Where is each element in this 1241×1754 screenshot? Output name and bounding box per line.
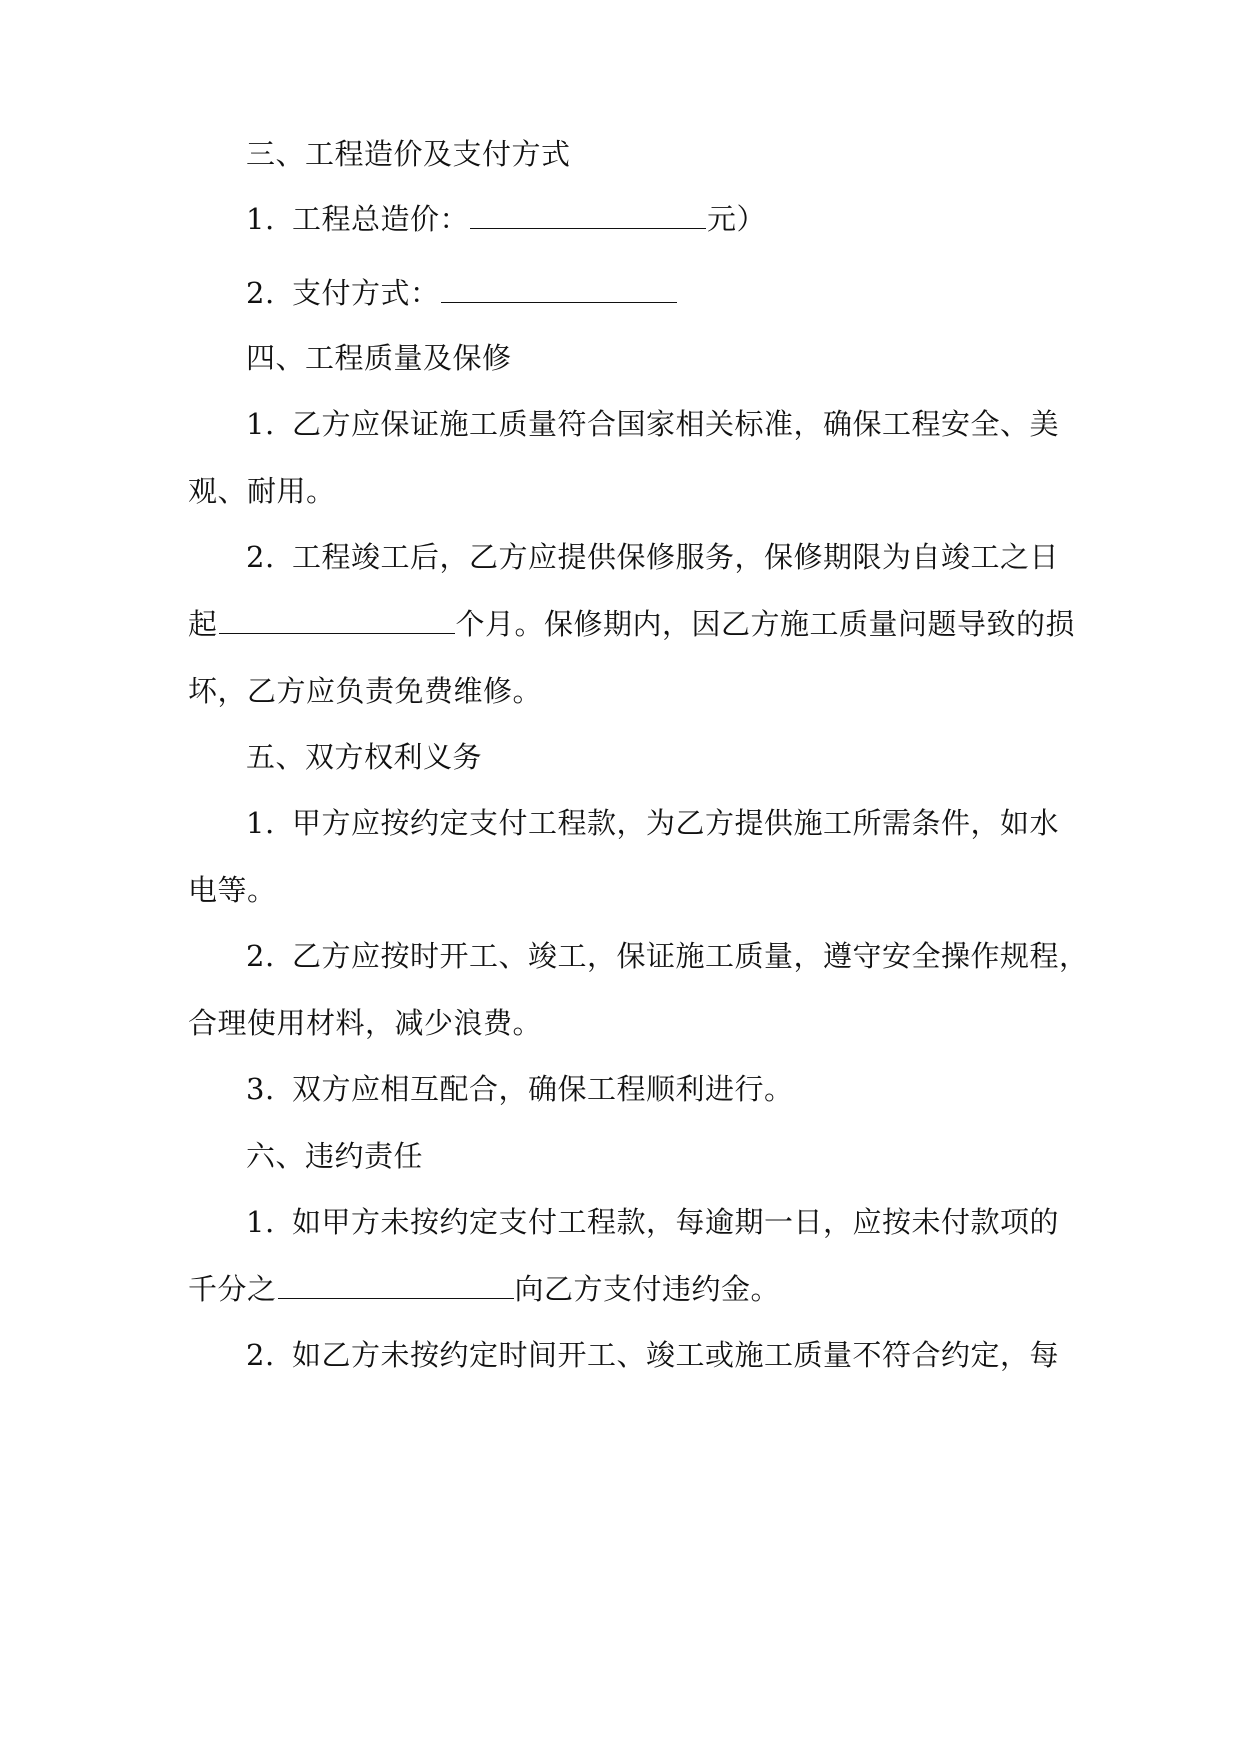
- clause-suffix: 元）: [707, 202, 767, 236]
- clause-text: 坏，乙方应负责免费维修。: [188, 674, 543, 708]
- clause-text: 双方应相互配合，确保工程顺利进行。: [292, 1072, 794, 1106]
- clause-text: 如乙方未按约定时间开工、竣工或施工质量不符合约定，每: [292, 1338, 1060, 1372]
- heading-text: 六、违约责任: [246, 1139, 424, 1173]
- clause-6-1-line-1: [0, 1202, 1241, 1242]
- clause-text: 乙方应保证施工质量符合国家相关标准，确保工程安全、美: [292, 407, 1060, 441]
- section-heading-5: [0, 737, 1241, 777]
- clause-5-3: [0, 1069, 1241, 1109]
- clause-number: 2.: [246, 939, 275, 973]
- clause-text: 乙方应按时开工、竣工，保证施工质量，遵守安全操作规程，: [292, 939, 1089, 973]
- clause-5-2-line-2: [0, 1003, 1241, 1043]
- clause-number: 1.: [246, 806, 275, 840]
- clause-6-1-line-2: [0, 1269, 1241, 1309]
- clause-text: 工程竣工后，乙方应提供保修服务，保修期限为自竣工之日: [292, 540, 1060, 574]
- clause-text: 个月。保修期内，因乙方施工质量问题导致的损: [455, 607, 1076, 641]
- clause-text: 观、耐用。: [188, 474, 336, 508]
- clause-5-1-line-2: [0, 870, 1241, 910]
- clause-prefix: 千分之: [188, 1272, 277, 1306]
- warranty-months-blank[interactable]: [219, 605, 455, 634]
- heading-text: 三、工程造价及支付方式: [246, 137, 571, 171]
- penalty-rate-blank[interactable]: [278, 1270, 514, 1299]
- clause-number: 2.: [246, 540, 275, 574]
- clause-number: 1.: [246, 1205, 275, 1239]
- clause-text: 电等。: [188, 873, 277, 907]
- clause-number: 3.: [246, 1072, 275, 1106]
- clause-3-1: [0, 199, 1241, 239]
- clause-number: 2.: [246, 1338, 275, 1372]
- section-heading-3: [0, 134, 1241, 174]
- clause-3-2: [0, 273, 1241, 313]
- clause-4-2-line-3: [0, 671, 1241, 711]
- clause-4-1-line-1: [0, 404, 1241, 444]
- clause-text: 合理使用材料，减少浪费。: [188, 1006, 543, 1040]
- clause-prefix: 起: [188, 607, 218, 641]
- clause-5-1-line-1: [0, 803, 1241, 843]
- clause-label: 工程总造价：: [292, 202, 470, 236]
- clause-5-2-line-1: [0, 936, 1241, 976]
- clause-text: 向乙方支付违约金。: [514, 1272, 781, 1306]
- clause-number: 1.: [246, 407, 275, 441]
- clause-4-1-line-2: [0, 471, 1241, 511]
- clause-text: 如甲方未按约定支付工程款，每逾期一日，应按未付款项的: [292, 1205, 1060, 1239]
- total-price-blank[interactable]: [470, 200, 706, 229]
- section-heading-6: [0, 1136, 1241, 1176]
- clause-4-2-line-2: [0, 604, 1241, 644]
- heading-text: 五、双方权利义务: [246, 740, 483, 774]
- clause-6-2-line-1: [0, 1335, 1241, 1375]
- clause-number: 2.: [246, 276, 275, 310]
- section-heading-4: [0, 338, 1241, 378]
- clause-4-2-line-1: [0, 537, 1241, 577]
- payment-method-blank[interactable]: [441, 274, 677, 303]
- clause-text: 甲方应按约定支付工程款，为乙方提供施工所需条件，如水: [292, 806, 1060, 840]
- heading-text: 四、工程质量及保修: [246, 341, 512, 375]
- clause-number: 1.: [246, 202, 275, 236]
- clause-label: 支付方式：: [292, 276, 440, 310]
